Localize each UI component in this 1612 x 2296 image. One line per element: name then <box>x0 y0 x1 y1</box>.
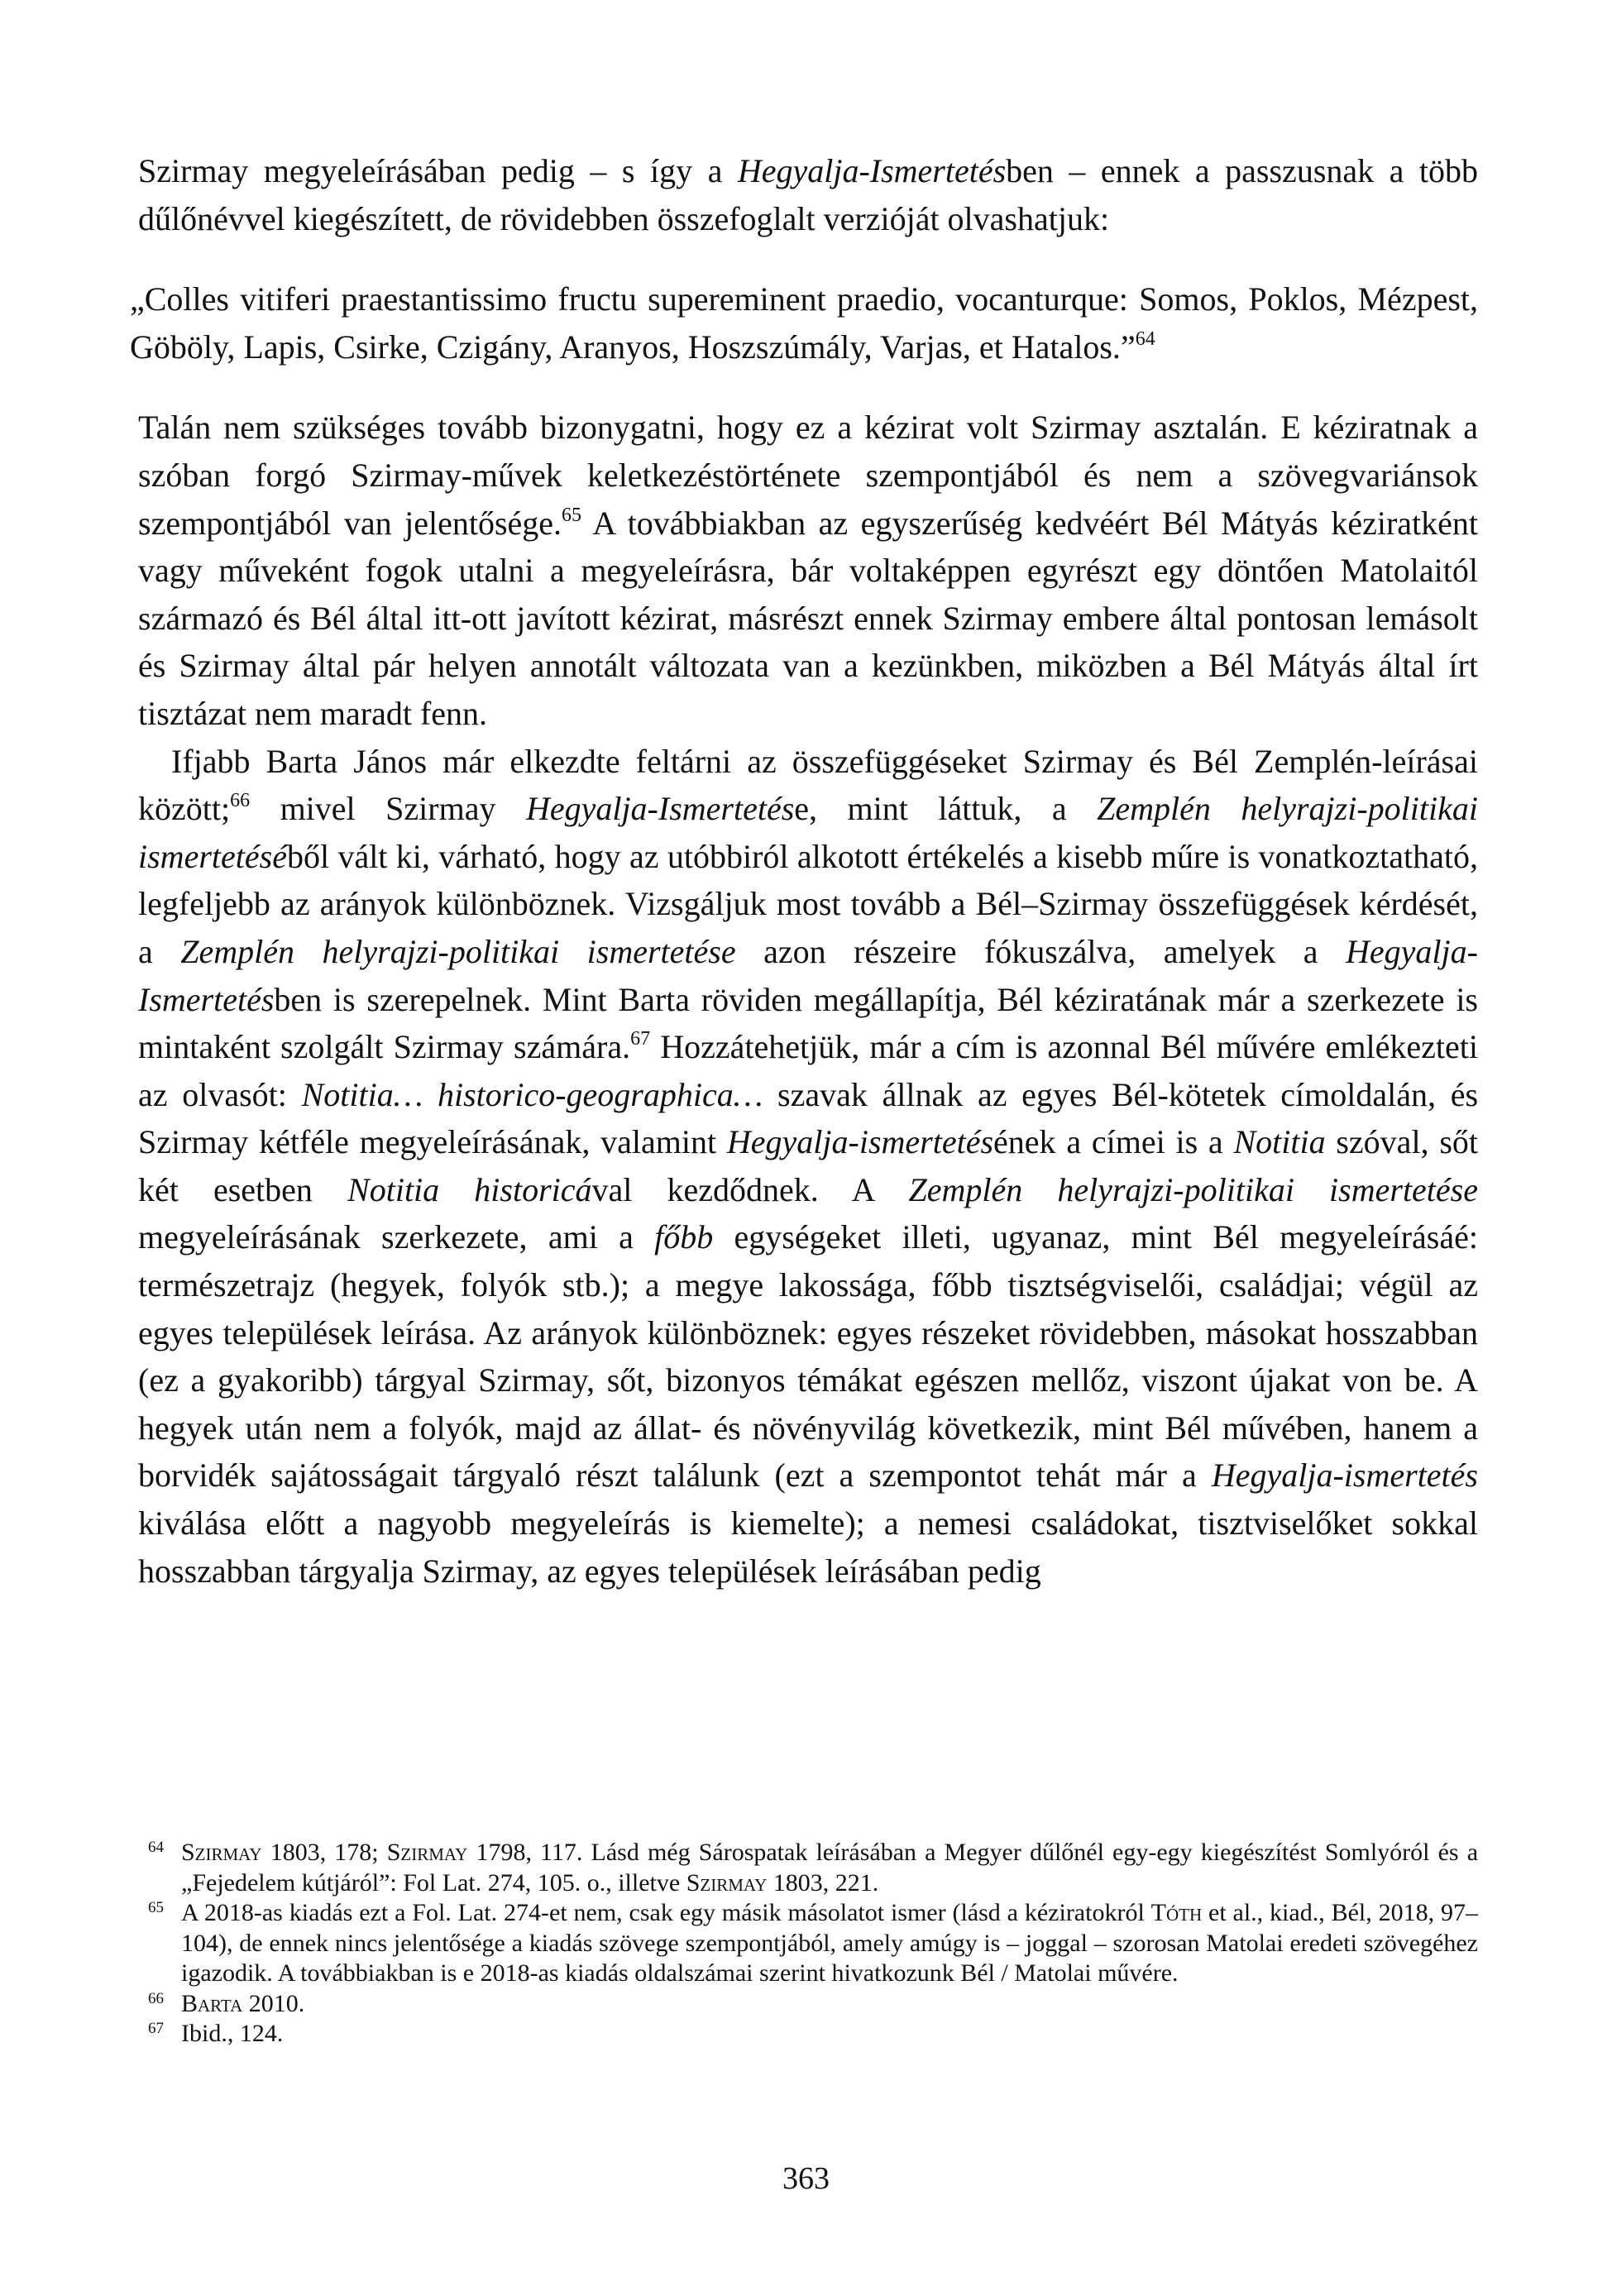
italic-title: Hegyalja-ismertetés <box>726 1123 994 1161</box>
text-run: szavak állnak az egyes Bél-kötetek címoldalán, és Szirmay kétféle megyeleírásának, valamint <box>138 1075 1479 1161</box>
main-text <box>130 147 1479 1595</box>
author-name: Barta <box>181 1989 243 2017</box>
text-run: e, mint láttuk, a <box>794 790 1098 828</box>
author-name: Szirmay <box>686 1868 768 1897</box>
italic-title: Zemplén helyrajzi-politikai ismertetése <box>908 1170 1478 1208</box>
footnote-number: 64 <box>148 1839 164 1856</box>
text-run: mivel Szirmay <box>250 790 526 828</box>
text-run: Ifjabb Barta János már elkezdte feltárni az összefüggéseket Szirmay és Bél Zemplén-leírásai között; <box>138 742 1478 828</box>
footnote-64 <box>138 1838 1478 1898</box>
italic-title: Zemplén helyrajzi-politikai ismertetésé <box>138 790 1478 875</box>
text-run: kiválása előtt a nagyobb megyeleírás is kiemelte); a nemesi családokat, tisztviselőket sokkal hosszabban tárgyalja Szirmay, az egyes települések leírásában pedig <box>138 1504 1478 1590</box>
text-run: val kezdődnek. A <box>591 1170 909 1208</box>
footnote-ref-66[interactable]: 66 <box>230 790 251 812</box>
text-run: 1803, 178; <box>261 1839 387 1866</box>
latin-quote <box>130 275 1478 371</box>
italic-emphasis: főbb <box>654 1218 714 1256</box>
text-run: ben – ennek a passzusnak a több dűlőnévvel kiegészített, de rövidebben összefoglalt verzióját olvashatjuk: <box>138 152 1478 237</box>
italic-title: Hegyalja-ismertetés <box>1211 1457 1478 1495</box>
text-run: 1798, 117. Lásd még Sárospatak leírásában a Megyer dűlőnél egy-egy kiegészítést Somlyóról és a „Fejedelem kútjáról”: Fol Lat. 274, 105. o., illetve <box>181 1839 1479 1897</box>
author-name: Szirmay <box>386 1839 468 1866</box>
text-run: A továbbiakban az egyszerűség kedvéért Bél Mátyás kéziratként vagy műveként fogok utalni a megyeleírásra, bár voltaképpen egyrészt egy döntően Matolaitól származó és Bél által itt-ott javított kézirat, másrészt ennek Szirmay embere által pontosan lemásolt és Szirmay által pár helyen annotált változata van a kezünkben, miközben a Bél Mátyás által írt tisztázat nem maradt fenn. <box>138 504 1478 732</box>
footnote-66 <box>138 1989 1478 2020</box>
footnote-65 <box>138 1898 1478 1989</box>
quote-text: „Colles vitiferi praestantissimo fructu supereminent praedio, vocanturque: Somos, Poklos, Mézpest, Göböly, Lapis, Csirke, Czigány, Aranyos, Hoszszúmály, Varjas, et Hatalos.” <box>130 280 1478 366</box>
paragraph-2 <box>138 404 1478 737</box>
footnote-ref-64[interactable]: 64 <box>1135 328 1155 350</box>
footnote-67 <box>138 2019 1478 2050</box>
text-run: azon részeire fókuszálva, amelyek a <box>735 932 1347 970</box>
text-run: megyeleírásának szerkezete, ami a <box>138 1218 655 1256</box>
text-run: Ibid., 124. <box>181 2020 284 2047</box>
text-run: et al., kiad., Bél, 2018, 97–104), de ennek nincs jelentősége a kiadás szövege szempontjából, amely amúgy is – joggal – szorosan Matolai eredeti szövegéhez igazodik. A továbbiakban is e 2018-as kiadás oldalszámai szerint hivatkozunk Bél / Matolai művére. <box>181 1899 1478 1987</box>
text-run: 2010. <box>242 1989 305 2017</box>
text-run: ből vált ki, várható, hogy az utóbbiról alkotott értékelés a kisebb műre is vonatkoztatható, legfeljebb az arányok különböznek. Vizsgáljuk most tovább a Bél–Szirmay összefüggések kérdését, a <box>138 837 1478 970</box>
italic-title: Hegyalja-Ismertetés <box>737 152 1007 189</box>
page-number: 363 <box>782 2161 830 2196</box>
text-run: egységeket illeti, ugyanaz, mint Bél megyeleírásáé: természetrajz (hegyek, folyók stb.); a megye lakossága, főbb tisztségviselői, családjai; végül az egyes települések leírása. Az arányok különböznek: egyes részeket rövidebben, másokat hosszabban (ez a gyakoribb) tárgyal Szirmay, sőt, bizonyos témákat egészen mellőz, viszont újakat von be. A hegyek után nem a folyók, majd az állat- és növényvilág következik, mint Bél művében, hanem a borvidék sajátosságait tárgyaló részt találunk (ezt a szempontot tehát már a <box>138 1218 1478 1495</box>
italic-title: Notitia <box>1233 1123 1326 1161</box>
author-name: Szirmay <box>181 1839 262 1866</box>
text-run: ben is szerepelnek. Mint Barta röviden megállapítja, Bél kéziratának már a szerkezete is mintaként szolgált Szirmay számára. <box>138 980 1478 1066</box>
footnote-ref-65[interactable]: 65 <box>562 504 582 526</box>
text-run: A 2018-as kiadás ezt a Fol. Lat. 274-et nem, csak egy másik másolatot ismer (lásd a kéziratokról <box>181 1899 1151 1926</box>
footnote-number: 66 <box>148 1989 164 2007</box>
paragraph-3 <box>138 738 1478 1595</box>
italic-title: Notitia… historico-geographica… <box>301 1075 763 1113</box>
italic-title: Zemplén helyrajzi-politikai ismertetése <box>180 932 736 970</box>
text-run: Hozzátehetjük, már a cím is azonnal Bél művére emlékezteti az olvasót: <box>138 1028 1478 1113</box>
footnote-number: 65 <box>148 1899 164 1916</box>
text-run: ének a címei is a <box>993 1123 1234 1161</box>
italic-title: Hegyalja-Ismertetés <box>525 790 795 828</box>
footnote-number: 67 <box>148 2020 164 2037</box>
author-name: Tóth <box>1150 1899 1203 1926</box>
footnote-ref-67[interactable]: 67 <box>630 1028 651 1050</box>
text-run: Szirmay megyeleírásában pedig – s így a <box>138 152 738 189</box>
footnotes <box>138 1838 1478 2050</box>
italic-title: Hegyalja-Ismertetés <box>138 932 1478 1018</box>
text-run: 1803, 221. <box>767 1868 879 1897</box>
text-run: szóval, sőt két esetben <box>138 1123 1479 1208</box>
text-run: Talán nem szükséges tovább bizonygatni, hogy ez a kézirat volt Szirmay asztalán. E kéziratnak a szóban forgó Szirmay-művek keletkezéstörténete szempontjából és nem a szövegvariánsok szempontjából van jelentősége. <box>138 409 1478 542</box>
intro-paragraph <box>138 147 1478 242</box>
italic-title: Notitia historicá <box>347 1170 592 1208</box>
